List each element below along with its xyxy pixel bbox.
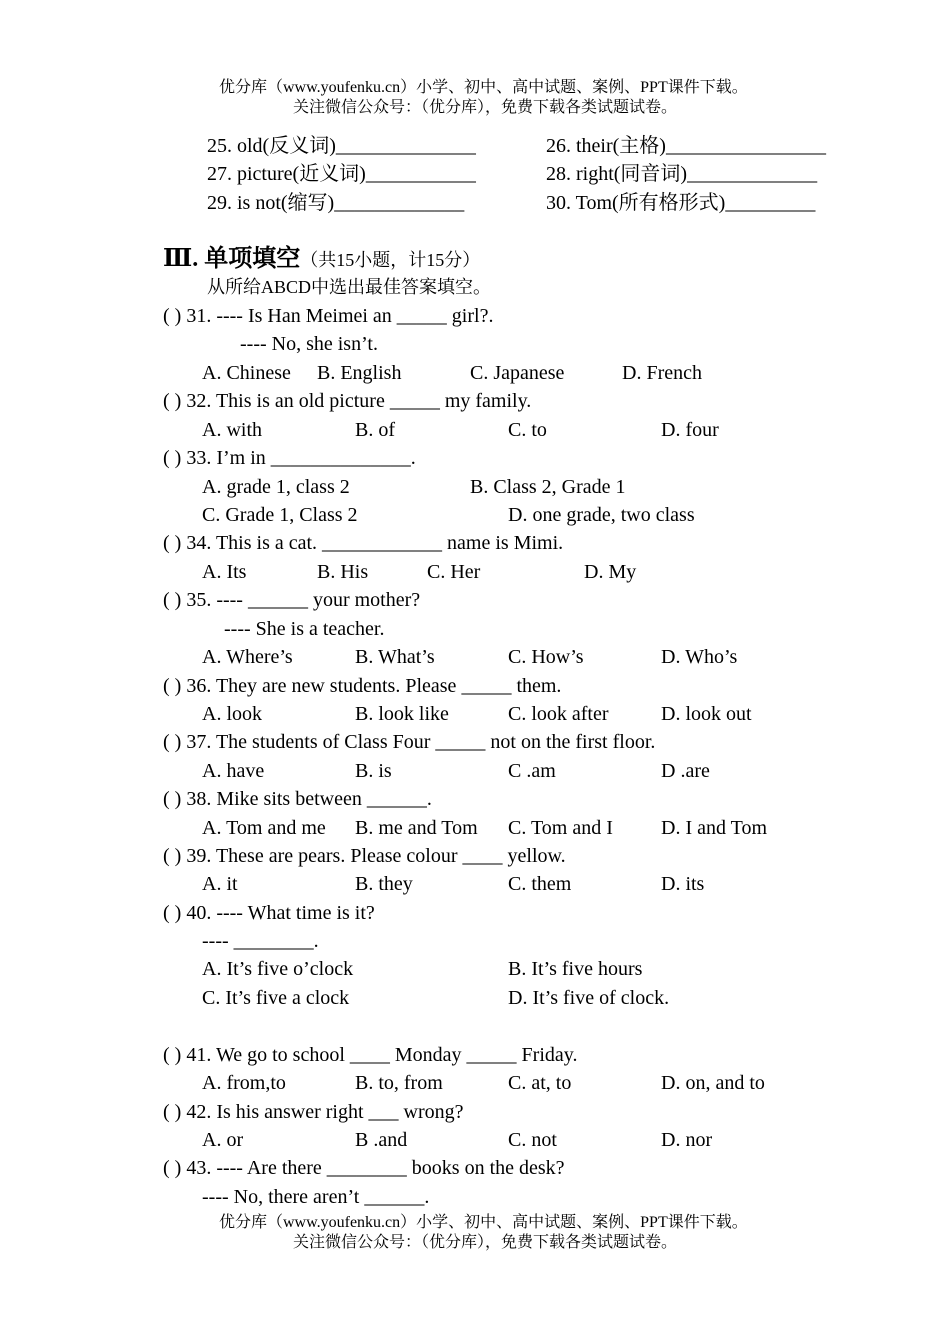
question-35-reply: ---- She is a teacher. — [224, 618, 385, 640]
question-34-option-a: A. Its — [202, 561, 247, 583]
question-43-reply: ---- No, there aren’t ______. — [202, 1186, 430, 1208]
question-38-option-b: B. me and Tom — [355, 817, 478, 839]
question-40-option-c: C. It’s five a clock — [202, 987, 350, 1009]
question-34-option-c: C. Her — [427, 561, 481, 583]
vocab-item-27: 27. picture(近义词)___________ — [207, 163, 476, 185]
question-31-option-d: D. French — [622, 362, 702, 384]
question-31-option-c: C. Japanese — [470, 362, 565, 384]
question-37-stem: ( ) 37. The students of Class Four _____ not on the first floor. — [163, 731, 656, 753]
footer-line-2: 关注微信公众号：（优分库），免费下载各类试题试卷。 — [293, 1234, 678, 1251]
question-37-option-a: A. have — [202, 760, 265, 782]
question-40-option-a: A. It’s five o’clock — [202, 958, 354, 980]
question-42-stem: ( ) 42. Is his answer right ___ wrong? — [163, 1101, 464, 1123]
question-41-option-d: D. on, and to — [661, 1072, 765, 1094]
question-42-option-d: D. nor — [661, 1129, 713, 1151]
question-32-option-c: C. to — [508, 419, 547, 441]
question-35-option-c: C. How’s — [508, 646, 584, 668]
question-39-option-d: D. its — [661, 873, 705, 895]
question-35-option-d: D. Who’s — [661, 646, 738, 668]
question-41-stem: ( ) 41. We go to school ____ Monday _____ Friday. — [163, 1044, 578, 1066]
header-line-2: 关注微信公众号：（优分库），免费下载各类试题试卷。 — [293, 99, 678, 116]
question-36-stem: ( ) 36. They are new students. Please _____ them. — [163, 675, 562, 697]
question-41-option-b: B. to, from — [355, 1072, 443, 1094]
question-37-option-c: C .am — [508, 760, 556, 782]
question-35-stem: ( ) 35. ---- ______ your mother? — [163, 589, 421, 611]
question-33-option-d: D. one grade, two class — [508, 504, 695, 526]
question-31-stem: ( ) 31. ---- Is Han Meimei an _____ girl?. — [163, 305, 494, 327]
question-40-option-b: B. It’s five hours — [508, 958, 643, 980]
question-41-option-a: A. from,to — [202, 1072, 286, 1094]
question-34-option-b: B. His — [317, 561, 369, 583]
question-32-option-b: B. of — [355, 419, 395, 441]
question-39-option-b: B. they — [355, 873, 413, 895]
question-43-stem: ( ) 43. ---- Are there ________ books on the desk? — [163, 1157, 565, 1179]
question-33-option-c: C. Grade 1, Class 2 — [202, 504, 358, 526]
question-32-option-a: A. with — [202, 419, 262, 441]
question-36-option-a: A. look — [202, 703, 262, 725]
question-40-option-d: D. It’s five of clock. — [508, 987, 670, 1009]
vocab-item-29: 29. is not(缩写)_____________ — [207, 192, 465, 214]
footer-line-1: 优分库（www.youfenku.cn）小学、初中、高中试题、案例、PPT课件下载。 — [219, 1214, 748, 1231]
question-34-option-d: D. My — [584, 561, 637, 583]
question-38-stem: ( ) 38. Mike sits between ______. — [163, 788, 432, 810]
question-42-option-b: B .and — [355, 1129, 408, 1151]
section-heading — [163, 244, 480, 275]
section-score-note: （共15小题，计15分） — [300, 250, 481, 270]
header-line-1: 优分库（www.youfenku.cn）小学、初中、高中试题、案例、PPT课件下载。 — [219, 79, 748, 96]
question-36-option-b: B. look like — [355, 703, 449, 725]
question-40-stem: ( ) 40. ---- What time is it? — [163, 902, 375, 924]
question-36-option-c: C. look after — [508, 703, 609, 725]
question-32-option-d: D. four — [661, 419, 719, 441]
question-42-option-a: A. or — [202, 1129, 244, 1151]
question-32-stem: ( ) 32. This is an old picture _____ my family. — [163, 390, 532, 412]
vocab-item-25: 25. old(反义词)______________ — [207, 135, 476, 157]
question-37-option-d: D .are — [661, 760, 710, 782]
section-title: Ⅲ. 单项填空 — [163, 246, 301, 272]
question-33-option-b: B. Class 2, Grade 1 — [470, 476, 626, 498]
question-33-option-a: A. grade 1, class 2 — [202, 476, 350, 498]
question-42-option-c: C. not — [508, 1129, 557, 1151]
question-31-option-b: B. English — [317, 362, 402, 384]
vocab-item-28: 28. right(同音词)_____________ — [546, 163, 818, 185]
question-38-option-d: D. I and Tom — [661, 817, 767, 839]
question-31-reply: ---- No, she isn’t. — [240, 333, 378, 355]
vocab-item-30: 30. Tom(所有格形式)_________ — [546, 192, 816, 214]
section-instruction: 从所给ABCD中选出最佳答案填空。 — [207, 277, 492, 297]
question-31-option-a: A. Chinese — [202, 362, 291, 384]
question-35-option-b: B. What’s — [355, 646, 435, 668]
question-41-option-c: C. at, to — [508, 1072, 572, 1094]
question-37-option-b: B. is — [355, 760, 392, 782]
question-33-stem: ( ) 33. I’m in ______________. — [163, 447, 416, 469]
question-38-option-c: C. Tom and I — [508, 817, 613, 839]
question-34-stem: ( ) 34. This is a cat. ____________ name is Mimi. — [163, 532, 564, 554]
question-38-option-a: A. Tom and me — [202, 817, 326, 839]
question-36-option-d: D. look out — [661, 703, 752, 725]
question-39-stem: ( ) 39. These are pears. Please colour ____ yellow. — [163, 845, 566, 867]
vocab-item-26: 26. their(主格)________________ — [546, 135, 826, 157]
question-39-option-a: A. it — [202, 873, 238, 895]
question-39-option-c: C. them — [508, 873, 572, 895]
question-40-reply: ---- ________. — [202, 930, 319, 952]
question-35-option-a: A. Where’s — [202, 646, 293, 668]
